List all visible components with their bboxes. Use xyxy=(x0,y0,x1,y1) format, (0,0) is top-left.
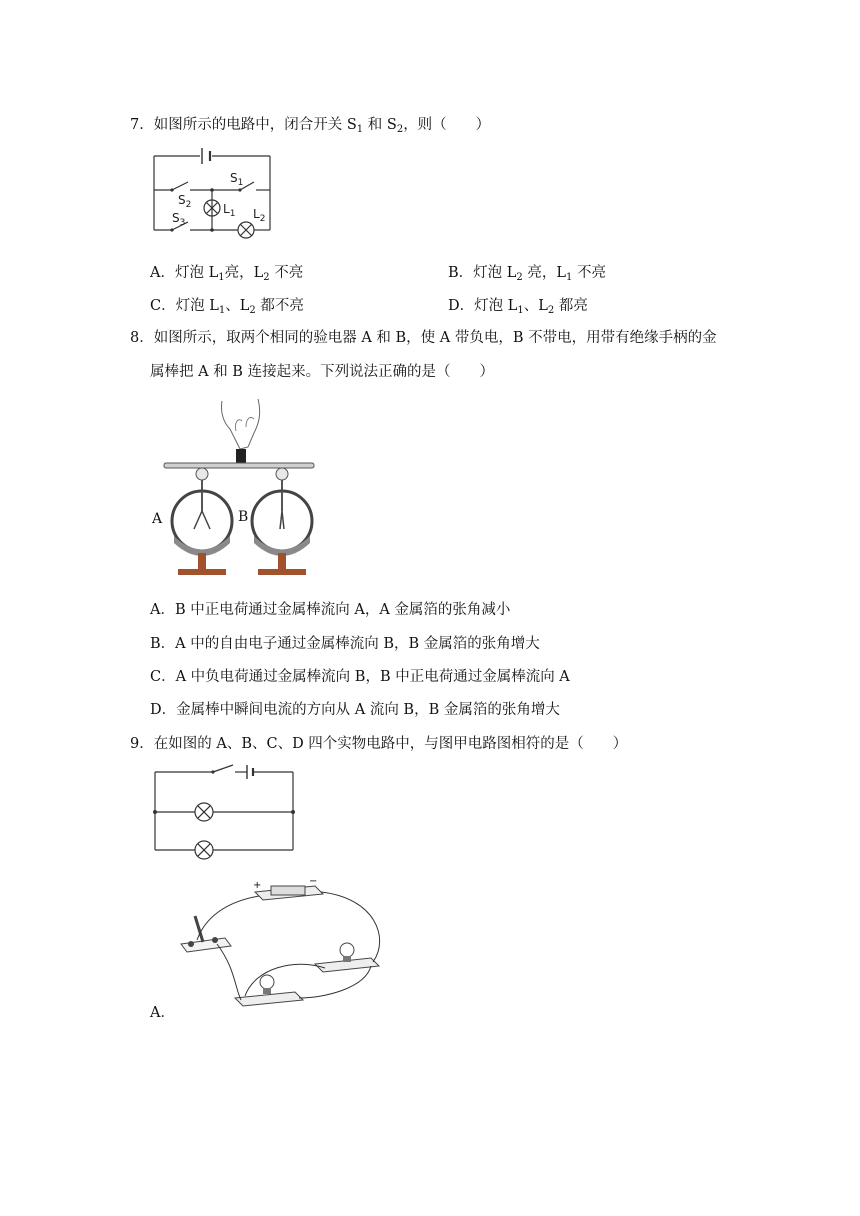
question-9-stem: 9．在如图的 A、B、C、D 四个实物电路中，与图甲电路图相符的是（ ） xyxy=(130,736,628,752)
q7-option-d[interactable]: D．灯泡 $L_1$、$L_2$ 都亮 xyxy=(448,298,588,316)
svg-text:A: A xyxy=(152,511,163,527)
svg-text:+: + xyxy=(253,880,262,891)
svg-text:−: − xyxy=(309,876,318,887)
q9-option-a-real-circuit xyxy=(175,878,395,1013)
bulb-bottom-icon xyxy=(260,975,274,989)
svg-text:S1: $S_1$ xyxy=(230,171,244,188)
q8-electroscope-figure xyxy=(150,393,325,581)
q7-circuit-diagram xyxy=(150,140,280,240)
svg-text:S2: $S_2$ xyxy=(178,193,192,210)
svg-text:L2: $L_2$ xyxy=(253,207,266,224)
q9-option-a-label[interactable]: A． xyxy=(150,1005,175,1021)
svg-text:B: B xyxy=(238,509,249,525)
question-7-stem: 7．如图所示的电路中，闭合开关 $S_1$ 和 $S_2$，则（ ） xyxy=(130,117,491,135)
q7-option-a[interactable]: A．灯泡 $L_1$亮，$L_2$ 不亮 xyxy=(150,265,304,283)
metal-rod xyxy=(164,463,314,468)
q9-circuit-diagram-jia xyxy=(153,762,298,862)
q8-option-a[interactable]: A．B 中正电荷通过金属棒流向 A，A 金属箔的张角减小 xyxy=(150,602,511,618)
question-8-stem-line2: 属棒把 A 和 B 连接起来。下列说法正确的是（ ） xyxy=(150,364,495,380)
bulb-right-icon xyxy=(340,943,354,957)
q7-option-b[interactable]: B．灯泡 $L_2$ 亮，$L_1$ 不亮 xyxy=(448,265,607,283)
svg-text:S3: $S_3$ xyxy=(172,211,186,228)
q7-option-c[interactable]: C．灯泡 $L_1$、$L_2$ 都不亮 xyxy=(150,298,304,316)
hand-icon xyxy=(221,399,259,449)
svg-text:L1: $L_1$ xyxy=(223,202,236,219)
q8-option-c[interactable]: C．A 中负电荷通过金属棒流向 B，B 中正电荷通过金属棒流向 A xyxy=(150,669,570,685)
q8-option-d[interactable]: D．金属棒中瞬间电流的方向从 A 流向 B，B 金属箔的张角增大 xyxy=(150,702,560,718)
q8-option-b[interactable]: B．A 中的自由电子通过金属棒流向 B，B 金属箔的张角增大 xyxy=(150,636,540,652)
question-8-stem-line1: 8．如图所示，取两个相同的验电器 A 和 B，使 A 带负电，B 不带电，用带有绝缘手柄的金 xyxy=(130,330,717,346)
